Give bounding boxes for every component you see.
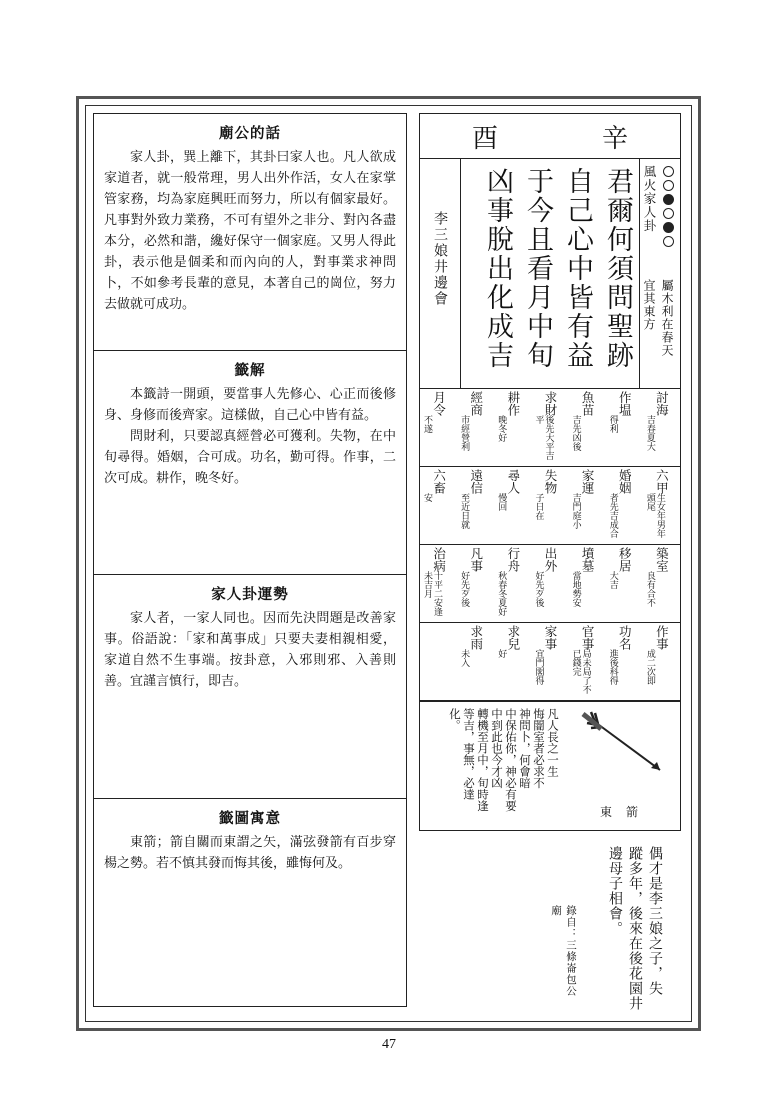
lot-explanation-box <box>419 701 681 831</box>
legend-text <box>606 846 663 1011</box>
grid-value: 局未局了不已錢完 <box>570 649 591 694</box>
grid-key: 尋人 <box>505 469 521 494</box>
lot-text-line: 化。 <box>448 708 462 731</box>
grid-key: 耕作 <box>505 391 521 416</box>
story-title: 李三娘井邊會 <box>432 211 448 307</box>
grid-cell <box>569 545 606 622</box>
grid-cell <box>457 467 494 544</box>
grid-value: 吉先凶後 <box>570 415 581 451</box>
grid-value: 者先吉成合 <box>607 493 618 538</box>
grid-value: 大吉 <box>607 571 618 589</box>
grid-key: 官事 <box>580 625 596 650</box>
legend-line: 邊母子相會。 <box>607 846 623 936</box>
grid-cell <box>531 623 568 700</box>
imagery-title: 籤圖寓意 <box>219 810 281 827</box>
hexagram-lines <box>659 165 677 250</box>
grid-key: 六畜 <box>431 469 447 494</box>
right-column <box>419 113 681 1011</box>
grid-cell <box>531 389 568 466</box>
grid-cell <box>643 623 680 700</box>
grid-cell <box>569 467 606 544</box>
grid-value: 好先歹後 <box>459 571 470 607</box>
grid-cell <box>457 545 494 622</box>
grid-value: 市經營利 <box>459 415 470 451</box>
grid-cell <box>494 467 531 544</box>
grid-value: 吉春夏大 <box>644 415 655 451</box>
title-char-xin: 辛 <box>601 123 628 154</box>
hexagram-line-yin-icon <box>663 222 674 233</box>
grid-cell <box>494 545 531 622</box>
grid-key: 魚苗 <box>580 391 596 416</box>
story-column <box>420 159 461 388</box>
fortune-grid-row <box>419 545 681 623</box>
fortune-grid-row <box>419 389 681 467</box>
grid-key: 求財 <box>543 391 558 416</box>
hexagram-name: 風火家人卦 <box>642 165 657 233</box>
left-column <box>93 113 407 1007</box>
grid-key: 作事 <box>654 625 670 650</box>
grid-key: 功名 <box>617 625 633 650</box>
arrow-illustration <box>565 702 680 830</box>
grid-value: 好 <box>496 649 507 658</box>
grid-value: 進後科得 <box>607 649 618 685</box>
title-char-you: 酉 <box>471 123 498 154</box>
grid-cell <box>494 623 531 700</box>
grid-value: 當地勢安 <box>570 571 581 607</box>
lot-title <box>419 113 681 159</box>
grid-key: 墳墓 <box>580 547 596 572</box>
grid-cell <box>531 467 568 544</box>
grid-cell <box>457 623 494 700</box>
lot-text-line: 中到此也今才凶 <box>490 708 504 789</box>
grid-key: 失物 <box>543 469 558 494</box>
lot-poem <box>480 167 634 370</box>
temple-words-title: 廟公的話 <box>219 125 281 142</box>
lot-text-line: 凡人長之一生 <box>546 708 560 777</box>
grid-cell <box>643 389 680 466</box>
arrow-icon <box>565 702 680 802</box>
grid-value: 得利 <box>607 415 618 433</box>
page-number: 47 <box>382 1037 396 1052</box>
grid-cell <box>606 389 643 466</box>
grid-key: 六甲 <box>654 469 670 494</box>
grid-value: 生女年男年頭尾 <box>644 493 665 538</box>
grid-key: 行舟 <box>505 547 521 572</box>
grid-cell <box>494 389 531 466</box>
grid-cell <box>420 545 457 622</box>
grid-value: 慢回 <box>496 493 507 511</box>
grid-key: 家運 <box>580 469 596 494</box>
grid-value: 良有合不 <box>644 571 655 607</box>
imagery-text: 東箭；箭自關而東謂之矢，滿弦發箭有百步穿楊之勢。若不慎其發而悔其後，雖悔何及。 <box>104 835 396 871</box>
grid-cell <box>420 389 457 466</box>
grid-key: 作塭 <box>617 391 633 416</box>
grid-key: 經商 <box>468 391 484 416</box>
hexagram-direction: 宜其東方 <box>642 279 656 331</box>
grid-value: 成二次即 <box>644 649 655 685</box>
grid-value: 安 <box>422 493 433 502</box>
grid-cell <box>457 389 494 466</box>
lot-text-line: 中保佑你，神必有要 <box>504 708 518 812</box>
grid-cell <box>569 389 606 466</box>
imagery-section <box>93 798 407 1007</box>
hexagram-line-yang-icon <box>663 166 674 177</box>
explanation-text-2: 問財利，只要認真經營必可獲利。失物，在中旬尋得。婚姻，合可成。功名，勤可得。作事，二次可成。耕作，晚冬好。 <box>104 429 396 486</box>
poem-line: 于今且看月中旬 <box>522 167 553 370</box>
grid-key: 求兒 <box>505 625 521 650</box>
poem-section <box>419 159 681 389</box>
grid-key: 凡事 <box>468 547 484 572</box>
explanation-title: 籤解 <box>234 362 266 379</box>
arrow-caption: 東箭 <box>599 805 652 819</box>
grid-cell <box>643 545 680 622</box>
poem-line: 自己心中皆有益 <box>562 167 593 370</box>
grid-cell <box>569 623 606 700</box>
temple-words-section <box>93 113 407 351</box>
grid-value: 未入 <box>459 649 470 667</box>
fortune-grid-row <box>419 467 681 545</box>
grid-cell <box>606 623 643 700</box>
grid-value: 宜門閣得 <box>533 649 544 685</box>
grid-cell <box>531 545 568 622</box>
grid-key: 討海 <box>654 391 670 416</box>
hexagram-line-yang-icon <box>663 236 674 247</box>
lot-text-line: 悔闇室者必求不 <box>532 708 546 789</box>
grid-value: 不遂 <box>422 415 433 433</box>
lot-text-line: 轉機至月中，旬時逢 <box>476 708 490 812</box>
lot-text-line: 神問卜，何會暗 <box>518 708 532 789</box>
fortune-section <box>93 574 407 799</box>
poem-line: 君爾何須問聖跡 <box>602 167 633 370</box>
hexagram-column <box>639 159 680 388</box>
lot-text-line: 等吉，事無，必達 <box>462 708 476 800</box>
hexagram-line-yang-icon <box>663 180 674 191</box>
grid-value: 吉門庭小 <box>570 493 581 529</box>
fortune-title: 家人卦運勢 <box>211 586 289 603</box>
grid-cell <box>420 467 457 544</box>
grid-cell <box>643 467 680 544</box>
grid-key: 遠信 <box>468 469 484 494</box>
grid-value: 秋春冬夏好 <box>496 571 507 616</box>
grid-value: 子日在 <box>533 493 544 520</box>
explanation-section <box>93 350 407 575</box>
legend-line: 偶才是李三娘之子，失 <box>647 846 663 996</box>
grid-key: 築室 <box>654 547 670 572</box>
grid-cell <box>606 545 643 622</box>
grid-key: 求雨 <box>468 625 484 650</box>
explanation-text-1: 本籤詩一開頭，要當事人先修心、心正而後修身、身修而後齊家。這樣做，自己心中皆有益。 <box>104 387 396 423</box>
grid-value: 好先歹後 <box>533 571 544 607</box>
poem-line: 凶事脫出化成吉 <box>482 167 513 370</box>
grid-key: 婚姻 <box>617 469 633 494</box>
grid-cell <box>420 623 457 700</box>
page-frame <box>76 96 701 1031</box>
fortune-text: 家人者，一家人同也。因而先決問題是改善家事。俗語說：「家和萬事成」只要夫妻相親相愛，家道自然不生事端。按卦意，入邪則邪、入善則善。宜謹言慎行，即吉。 <box>104 611 396 689</box>
source-note: 錄自：三條崙包公廟 <box>550 905 577 997</box>
lot-explanation-text <box>448 708 559 812</box>
grid-key: 移居 <box>617 547 633 572</box>
grid-value: 後先大平吉平 <box>533 415 554 460</box>
grid-key: 家事 <box>543 625 558 650</box>
legend-line: 蹤多年，後來在後花園井 <box>627 846 643 1011</box>
grid-key: 月令 <box>431 391 447 416</box>
hexagram-line-yang-icon <box>663 208 674 219</box>
grid-value: 至近日就 <box>459 493 470 529</box>
temple-words-text: 家人卦，巽上離下，其卦曰家人也。凡人欲成家道者，就一般常理，男人出外作活，女人在家掌管家務，均為家庭興旺而努力，所以有個家最好。凡事對外致力業務，不可有望外之非分、對內各盡本分，必然和諧，纔好保守一個家庭。又男人得此卦，表示他是個柔和而內向的人，對事業求神問卜，不如參考長輩的意見，本著自己的崗位，努力去做就可成功。 <box>104 150 396 312</box>
hexagram-line-yin-icon <box>663 194 674 205</box>
grid-value: 晚冬好 <box>496 415 507 442</box>
hexagram-attribute: 屬木利在春天 <box>660 279 674 357</box>
grid-key: 治病 <box>431 547 447 572</box>
grid-cell <box>606 467 643 544</box>
fortune-grid-row <box>419 623 681 701</box>
grid-key: 出外 <box>543 547 558 572</box>
grid-value: 十平二安逢未吉月 <box>422 571 443 616</box>
